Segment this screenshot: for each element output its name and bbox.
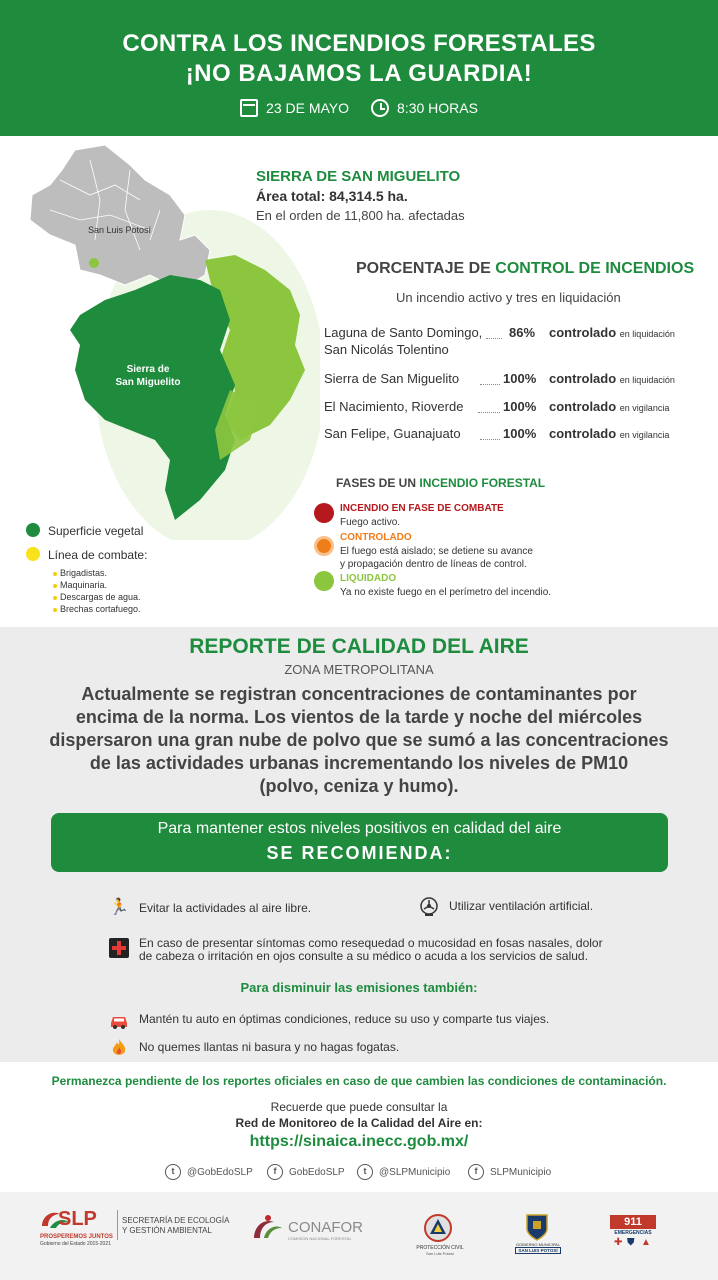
slp-logo-sub2: Gobierno del Estado 2015-2021 xyxy=(40,1241,111,1247)
legend-item-1: Brigadistas. xyxy=(60,568,108,578)
air-body-line-2: encima de la norma. Los vientos de la tarde y noche del miércoles xyxy=(75,707,643,727)
tip-outdoor: Evitar la actividades al aire libre. xyxy=(139,901,312,915)
control-row-2-status xyxy=(549,371,675,386)
header-date: 23 DE MAYO xyxy=(266,100,350,116)
municipio-line-2: SAN LUIS POTOSÍ xyxy=(515,1247,561,1254)
control-row-3-status xyxy=(549,399,669,414)
map-label-slp: San Luis Potosí xyxy=(88,225,152,235)
control-row-1-phase: en liquidación xyxy=(619,329,675,339)
control-row-4-leader xyxy=(480,439,500,440)
air-body xyxy=(40,683,678,798)
social-twitter-mun[interactable] xyxy=(357,1164,450,1180)
legend-item-4: Brechas cortafuego. xyxy=(60,604,141,614)
clock-icon xyxy=(371,99,389,117)
control-row-4-name: San Felipe, Guanajuato xyxy=(324,426,461,441)
tip-health-2: de cabeza o irritación en ojos consulte a su médico o acuda a los servicios de salud. xyxy=(139,949,588,963)
calendar-icon xyxy=(240,99,258,117)
emergencias-911-logo xyxy=(610,1215,656,1251)
air-body-line-1: Actualmente se registran concentraciones de contaminantes por xyxy=(81,684,637,704)
legend-vegetal-label: Superficie vegetal xyxy=(48,524,144,538)
header-title-line1: CONTRA LOS INCENDIOS FORESTALES xyxy=(122,30,596,57)
control-row-1-status-word: controlado xyxy=(549,325,617,340)
slp-logo-text: SLP xyxy=(58,1208,97,1230)
tip-fire: No quemes llantas ni basura y no hagas fogatas. xyxy=(139,1040,400,1054)
control-title xyxy=(356,260,694,278)
header-banner xyxy=(0,0,718,136)
phase-liquidated-dot xyxy=(314,571,334,591)
phases-title-a: FASES DE UN xyxy=(336,476,420,490)
control-row-1-leader xyxy=(486,338,502,339)
social-facebook-gob[interactable] xyxy=(267,1164,345,1180)
control-row-1-pct: 86% xyxy=(509,325,536,340)
control-row-2-name: Sierra de San Miguelito xyxy=(324,371,460,386)
header-time: 8:30 HORAS xyxy=(397,100,478,116)
medical-cross-icon xyxy=(108,937,130,959)
facebook-icon: f xyxy=(468,1164,484,1180)
air-body-line-4: de las actividades urbanas incrementando los niveles de PM10 xyxy=(89,753,629,773)
conafor-text: CONAFOR xyxy=(288,1219,363,1236)
slp-city-marker xyxy=(89,258,99,268)
secretaria-line-1: SECRETARÍA DE ECOLOGÍA xyxy=(122,1216,230,1225)
control-row-3-status-word: controlado xyxy=(549,399,617,414)
control-row-2-status-word: controlado xyxy=(549,371,617,386)
control-row-1-name-b: San Nicolás Tolentino xyxy=(324,342,449,357)
phase-controlled-dot xyxy=(314,536,334,556)
car-icon xyxy=(108,1010,130,1032)
control-row-3-pct: 100% xyxy=(503,399,537,414)
tip-car: Mantén tu auto en óptimas condiciones, reduce su uso y comparte tus viajes. xyxy=(139,1012,550,1026)
air-zone: ZONA METROPOLITANA xyxy=(284,662,434,677)
fire-icon xyxy=(108,1037,130,1059)
emerg-text: EMERGENCIAS xyxy=(614,1230,652,1236)
legend-bullet xyxy=(53,608,57,612)
phase-controlled-text-2: y propagación dentro de líneas de control. xyxy=(340,559,527,570)
fan-icon xyxy=(418,896,440,918)
slp-logo-sub: PROSPEREMOS JUNTOS xyxy=(40,1234,113,1240)
control-title-a: PORCENTAJE DE xyxy=(356,260,496,277)
air-title: REPORTE DE CALIDAD DEL AIRE xyxy=(189,635,529,658)
municipio-line-1: GOBIERNO MUNICIPAL xyxy=(515,1242,561,1247)
reduce-title: Para disminuir las emisiones también: xyxy=(240,980,478,995)
social-facebook-mun-handle: SLPMunicipio xyxy=(490,1166,552,1178)
header-title-line2: ¡NO BAJAMOS LA GUARDIA! xyxy=(185,60,533,87)
social-facebook-mun[interactable] xyxy=(468,1164,551,1180)
secretaria-line-2: Y GESTIÓN AMBIENTAL xyxy=(122,1226,212,1235)
twitter-icon: t xyxy=(165,1164,181,1180)
control-subtitle: Un incendio activo y tres en liquidación xyxy=(396,290,621,305)
legend-item-2: Maquinaria. xyxy=(60,580,108,590)
sierra-affected: En el orden de 11,800 ha. afectadas xyxy=(256,208,465,223)
social-twitter-mun-handle: @SLPMunicipio xyxy=(379,1166,451,1178)
control-row-2-pct: 100% xyxy=(503,371,537,386)
phase-combat-text: Fuego activo. xyxy=(340,517,401,528)
control-row-4-phase: en vigilancia xyxy=(619,430,670,440)
phases-title-b: INCENDIO FORESTAL xyxy=(419,476,546,490)
control-row-3-phase: en vigilancia xyxy=(619,403,670,413)
footer-note: Permanezca pendiente de los reportes oficiales en caso de que cambien las condiciones de contaminación. xyxy=(51,1074,667,1088)
control-row-2-phase: en liquidación xyxy=(619,375,675,385)
facebook-icon: f xyxy=(267,1164,283,1180)
control-row-3-leader xyxy=(478,412,500,413)
runner-icon: 🏃 xyxy=(109,899,129,916)
header-datetime xyxy=(0,99,718,117)
footer-url-link[interactable]: https://sinaica.inecc.gob.mx/ xyxy=(249,1133,469,1150)
emerg-cross-icon: ✚ xyxy=(614,1237,623,1248)
sierra-area: Área total: 84,314.5 ha. xyxy=(256,188,408,204)
air-body-line-5: (polvo, ceniza y humo). xyxy=(259,776,459,796)
pc-text: PROTECCIÓN CIVIL xyxy=(416,1245,464,1251)
phase-combat-label: INCENDIO EN FASE DE COMBATE xyxy=(340,503,504,514)
twitter-icon: t xyxy=(357,1164,373,1180)
tip-health-1: En caso de presentar síntomas como resequedad o mucosidad en fosas nasales, dolor xyxy=(139,936,603,950)
state-map-shape xyxy=(30,145,210,290)
phase-liquidated-label: LIQUIDADO xyxy=(340,573,397,584)
map-label-sierra-2: San Miguelito xyxy=(115,377,181,388)
control-row-3-name: El Nacimiento, Rioverde xyxy=(324,399,464,414)
conafor-sub: COMISIÓN NACIONAL FORESTAL xyxy=(288,1236,352,1241)
emerg-fire-icon: ▲ xyxy=(641,1237,651,1248)
control-row-2-leader xyxy=(480,384,500,385)
social-facebook-gob-handle: GobEdoSLP xyxy=(289,1166,345,1178)
recommend-banner xyxy=(51,813,668,872)
social-twitter-gob[interactable] xyxy=(165,1164,253,1180)
legend-bullet xyxy=(53,572,57,576)
control-row-1-status xyxy=(549,325,675,340)
control-row-4-status-word: controlado xyxy=(549,426,617,441)
recommend-line-2: SE RECOMIENDA: xyxy=(266,843,453,863)
control-row-4-pct: 100% xyxy=(503,426,537,441)
recommend-line-1: Para mantener estos niveles positivos en calidad del aire xyxy=(157,820,562,837)
pc-sub: San Luis Potosí xyxy=(425,1251,455,1256)
legend-bullet xyxy=(53,596,57,600)
footer-consult: Recuerde que puede consultar la xyxy=(270,1100,448,1114)
sierra-title: SIERRA DE SAN MIGUELITO xyxy=(256,168,461,185)
emerg-police-icon: ⛊ xyxy=(627,1237,635,1248)
logo-divider xyxy=(117,1210,118,1240)
air-body-line-3: dispersaron una gran nube de polvo que se sumó a las concentraciones xyxy=(49,730,669,750)
map-label-sierra-1: Sierra de xyxy=(126,364,170,375)
social-twitter-gob-handle: @GobEdoSLP xyxy=(187,1166,253,1178)
phase-controlled-label: CONTROLADO xyxy=(340,532,412,543)
emerg-number: 911 xyxy=(610,1215,656,1229)
phase-combat-dot xyxy=(314,503,334,523)
legend-vegetal-dot xyxy=(26,523,40,537)
control-row-1-name-a: Laguna de Santo Domingo, xyxy=(324,325,483,340)
phases-title xyxy=(336,476,545,490)
phase-liquidated-text: Ya no existe fuego en el perímetro del incendio. xyxy=(340,587,552,598)
legend-item-3: Descargas de agua. xyxy=(60,592,141,602)
control-row-4-status xyxy=(549,426,669,441)
legend-line-dot xyxy=(26,547,40,561)
legend-bullet xyxy=(53,584,57,588)
legend-line-label: Línea de combate: xyxy=(48,548,148,562)
footer-network: Red de Monitoreo de la Calidad del Aire en: xyxy=(235,1116,483,1130)
phase-controlled-text-1: El fuego está aislado; se detiene su avance xyxy=(340,546,533,557)
tip-ventilation: Utilizar ventilación artificial. xyxy=(449,899,594,913)
control-title-b: CONTROL DE INCENDIOS xyxy=(495,260,695,277)
